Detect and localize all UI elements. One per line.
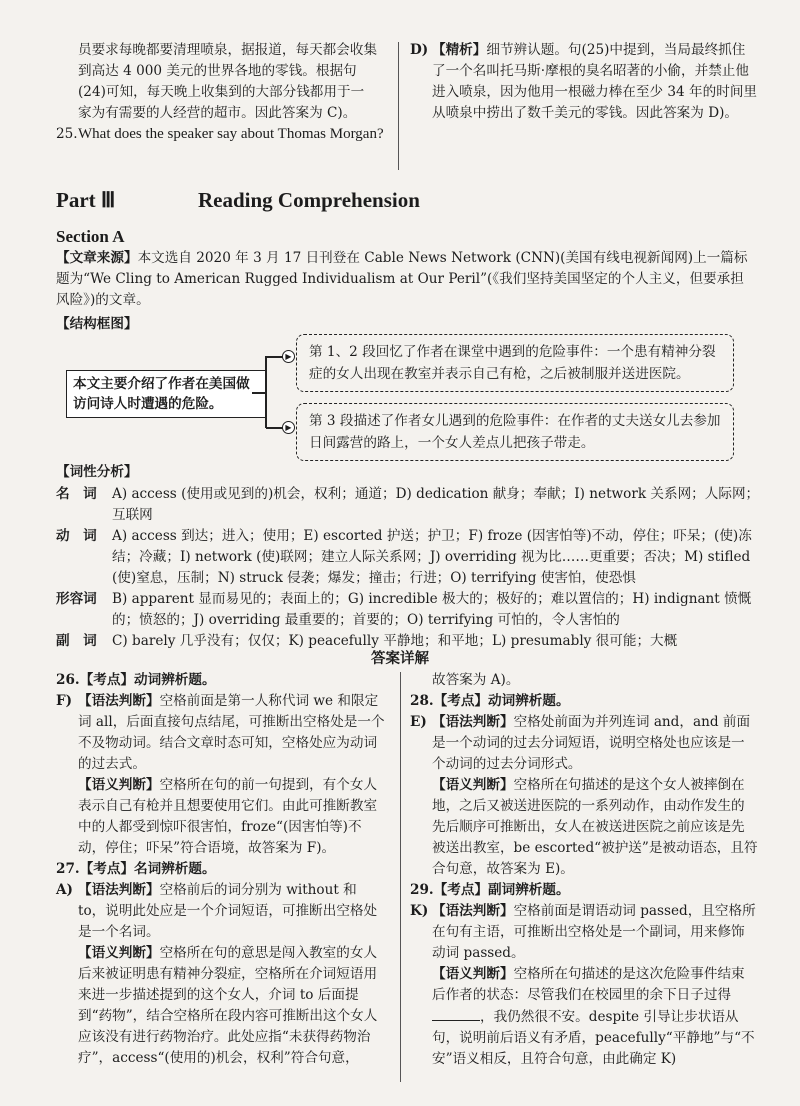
part-title: Part Ⅲ [56,188,116,212]
section-title: Section A [56,227,125,246]
pos-analysis-label: 【词性分析】 [56,464,138,480]
prev-explanation-line: 家为有需要的人经营的超市。因此答案为 C)。 [78,105,357,121]
structure-frame-label: 【结构框图】 [56,316,138,332]
q27-conclusion: 故答案为 A)。 [432,672,520,688]
analysis-text: 细节辨认题。句(25)中提到，当局最终抓住了一个名叫托马斯·摩根的臭名昭著的小偷，并禁止他进入喷泉，因为他用一根磁力棒在至少 34 年的时间里从喷泉中捞出了数千美元的零钱。因此答案为 D)。 [432,42,758,121]
connector-line [252,392,266,394]
grammar-tag: 【语法判断】 [432,714,514,730]
pos-text: A) access 到达；进入；使用；E) escorted 护送；护卫；F) froze (因害怕等)不动，停住；吓呆；(使)冻结；冷藏；I) network (使)联网；建立人际关系网；J) overriding 视为比……更重要；否决；M) stifled (使)窒息，压制；N) struck 侵袭；爆发；撞击；行进；O) terrifying 使害怕，使恐惧 [112,528,752,586]
analysis-tag: 【精析】 [432,42,487,58]
q26-explanation [56,691,388,859]
prev-explanation-line: (24)可知，每天晚上收集到的大部分钱都用于一 [78,84,365,100]
semantic-text-cont: ，我仍然很不安。despite 引导让步状语从句，说明前后语义有矛盾，peacefully“平静地”与“不安”语义相反，且符合句意，由此确定 K) [432,1009,755,1067]
pos-tag: 副 词 [56,633,97,649]
grammar-tag: 【语法判断】 [432,903,514,919]
semantic-tag: 【语义判断】 [432,777,514,793]
grammar-text: 空格前面是谓语动词 passed，且空格所在句有主语，可推断出空格处是一个副词，用来修饰动词 passed。 [432,903,756,961]
top-left-column [56,40,388,145]
semantic-text: 空格所在句描述的是这个女人被摔倒在地，之后又被送进医院的一系列动作，由动作发生的先后顺序可推断出，女人在被送进医院之前应该是先被送出教室，be escorted“被护送”是被动语态，且符合句意，故答案为 E)。 [432,777,758,877]
structure-main-text: 本文主要介绍了作者在美国做访问诗人时遭遇的危险。 [73,376,250,412]
answers-heading: 答案详解 [371,650,429,667]
prev-explanation-line: 员要求每晚都要清理喷泉，据报道，每天都会收集 [78,42,378,58]
grammar-text: 空格处前面为并列连词 and，and 前面是一个动词的过去分词短语，说明空格处也应该是一个动词的过去分词形式。 [432,714,751,772]
answers-left-column [56,670,388,1069]
prev-explanation-line: 到高达 4 000 美元的世界各地的零钱。根据句 [78,63,357,79]
answer-explanation-25 [410,40,758,124]
q29-explanation [410,901,758,1070]
semantic-text: 空格所在句描述的是这次危险事件结束后作者的状态：尽管我们在校园里的余下日子过得 [432,966,745,1003]
q27-heading: 27.【考点】名词辨析题。 [56,861,216,877]
question-number: 25. [56,126,78,142]
semantic-text: 空格所在句的前一句提到，有个女人表示自己有枪并且想要使用它们。由此可推断教室中的人都受到惊吓很害怕，froze“(因害怕等)不动，停住；吓呆”符合语境，故答案为 F)。 [78,777,378,856]
q29-heading: 29.【考点】副词辨析题。 [410,882,570,898]
part-subtitle: Reading Comprehension [198,188,420,212]
pos-text: A) access (使用或见到的)机会，权利；通道；D) dedication 献身；奉献；I) network 关系网；人际网；互联网 [112,486,760,523]
grammar-text: 空格前面是第一人称代词 we 和限定词 all，后面直接句点结尾，可推断出空格处是一个不及物动词。结合文章时态可知，空格处应为动词的过去式。 [78,693,385,772]
question-25 [56,124,388,145]
pos-text: B) apparent 显而易见的；表面上的；G) incredible 极大的；极好的；难以置信的；H) indignant 愤慨的；愤怒的；J) overriding 最重要的；首要的；O) terrifying 可怕的，令人害怕的 [112,591,752,628]
pos-tag: 动 词 [56,528,97,544]
top-right-column [410,40,758,124]
semantic-tag: 【语义判断】 [78,777,160,793]
question-text: What does the speaker say about Thomas Morgan? [78,126,384,142]
fill-blank [432,1006,480,1021]
option-key: E) [410,714,427,730]
grammar-text: 空格前后的词分别为 without 和 to，说明此处应是一个介词短语，可推断出空格处是一个名词。 [78,882,378,940]
arrow-right-icon: ▶ [282,421,295,434]
structure-box-paragraph-3 [296,403,734,461]
pos-tag: 形容词 [56,591,97,607]
structure-bottom-text: 第 3 段描述了作者女儿遇到的危险事件：在作者的丈夫送女儿去参加日间露营的路上，一个女人差点儿把孩子带走。 [309,413,721,451]
option-key: D) [410,42,429,58]
source-tag: 【文章来源】 [56,250,138,266]
pos-tag: 名 词 [56,486,97,502]
option-key: A) [56,882,73,898]
q27-explanation [56,880,388,1069]
q28-heading: 28.【考点】动词辨析题。 [410,693,570,709]
pos-row-noun [56,484,760,526]
source-text: 本文选自 2020 年 3 月 17 日刊登在 Cable News Network (CNN)(美国有线电视新闻网)上一篇标题为“We Cling to American Rugged Individualism at Our Peril”(《我们坚持美国坚定的个人主义，但要承担风险》)的文章。 [56,250,748,308]
grammar-tag: 【语法判断】 [78,882,160,898]
structure-box-paragraphs-1-2 [296,334,734,392]
column-divider [398,42,399,170]
semantic-tag: 【语义判断】 [78,945,160,961]
q28-explanation [410,712,758,880]
article-source [56,248,756,311]
grammar-tag: 【语法判断】 [78,693,160,709]
semantic-text: 空格所在句的意思是闯入教室的女人后来被证明患有精神分裂症，空格所在介词短语用来进一步描述提到的这个女人，介词 to 后面提到“药物”，结合空格所在段内容可推断出这个女人应该没有进行药物治疗。此处应指“未获得药物治疗”，access“(使用的)机会，权利”符合句意， [78,945,378,1066]
structure-main-box [66,370,266,418]
semantic-tag: 【语义判断】 [432,966,514,982]
arrow-right-icon: ▶ [282,350,295,363]
pos-row-adjective [56,589,760,631]
structure-top-text: 第 1、2 段回忆了作者在课堂中遇到的危险事件：一个患有精神分裂症的女人出现在教室并表示自己有枪，之后被制服并送进医院。 [309,344,716,382]
column-divider [400,672,401,1082]
answers-right-column [410,670,758,1070]
option-key: F) [56,693,73,709]
pos-row-verb [56,526,760,589]
pos-analysis [56,484,760,652]
option-key: K) [410,903,429,919]
pos-text: C) barely 几乎没有；仅仅；K) peacefully 平静地；和平地；L) presumably 很可能；大概 [112,633,678,649]
q26-heading: 26.【考点】动词辨析题。 [56,672,216,688]
